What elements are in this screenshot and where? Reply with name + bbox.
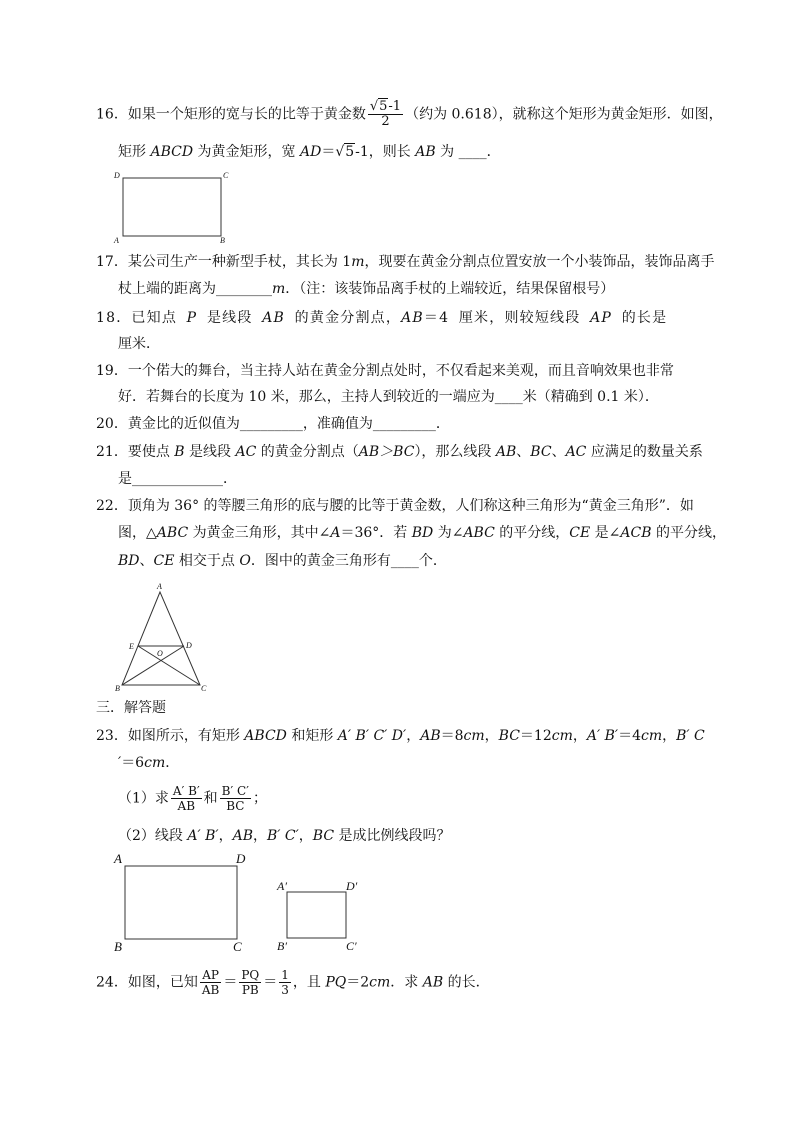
- label-c: C: [233, 939, 242, 954]
- fraction-ap-over-ab: $\frac{AP}{AB}$: [201, 968, 220, 997]
- q17-answer-blank: ________: [216, 281, 272, 297]
- q22-line3: BD、CE 相交于点 O．图中的黄金三角形有____个．: [118, 553, 447, 569]
- label-e: E: [129, 642, 134, 651]
- label-b-prime: B′: [277, 939, 287, 953]
- q18-line1: 18．已知点 P 是线段 AB 的黄金分割点，AB＝4 厘米，则较短线段 AP 的长是: [96, 310, 668, 326]
- q23-line1: 23．如图所示，有矩形 ABCD 和矩形 A′ B′ C′ D′，AB＝8cm，BC＝12cm，A′ B′＝4cm，B′ C: [96, 728, 705, 744]
- q17-line1: 17．某公司生产一种新型手杖，其长为 1m，现要在黄金分割点位置安放一个小装饰品，装饰品离手: [96, 254, 715, 270]
- label-a-prime: A′: [277, 879, 287, 893]
- label-o: O: [157, 649, 163, 658]
- q22-line2: 图，△ABC 为黄金三角形，其中∠A＝36°．若 BD 为∠ABC 的平分线，CE 是∠ACB 的平分线，: [118, 525, 726, 541]
- q23-rectangles-figure: [110, 850, 380, 960]
- q16-line2: 矩形 ABCD 为黄金矩形，宽 AD＝√5-1，则长 AB 为 ____．: [118, 144, 501, 160]
- q16-text2: （约为 0.618），就称这个矩形为黄金矩形．如图，: [405, 106, 723, 123]
- golden-ratio-fraction: $\frac{√5-1}{2}$: [369, 99, 402, 129]
- q20-blank-approx: _________: [239, 416, 303, 432]
- label-d: D: [186, 641, 192, 650]
- q17-line2: 杖上端的距离为________m．（注：该装饰品离手杖的上端较近，结果保留根号）: [118, 281, 615, 297]
- label-d-prime: D′: [346, 879, 358, 893]
- q21-answer-blank: _____________: [132, 471, 223, 487]
- label-c: C: [223, 171, 229, 180]
- q19-line2: 好．若舞台的长度为 10 米，那么，主持人到较近的一端应为____米（精确到 0.1 米）．: [118, 389, 659, 405]
- fraction-pq-over-pb: $\frac{PQ}{PB}$: [241, 968, 260, 997]
- label-b: B: [115, 684, 120, 693]
- q21-line1: 21．要使点 B 是线段 AC 的黄金分割点（AB＞BC），那么线段 AB、BC、AC 应满足的数量关系: [96, 444, 703, 460]
- label-b: B: [114, 939, 122, 954]
- label-b: B: [220, 236, 225, 245]
- q21-line2: 是_____________．: [118, 471, 237, 487]
- q16-golden-rectangle-figure: [110, 168, 240, 248]
- label-c-prime: C′: [346, 939, 357, 953]
- label-d: D: [236, 851, 246, 866]
- label-a: A: [114, 236, 119, 245]
- fraction-one-third: $\frac{1}{3}$: [281, 968, 289, 997]
- label-a: A: [114, 851, 122, 866]
- q20-blank-exact: _________: [372, 416, 436, 432]
- q22-answer-blank: ____: [390, 553, 419, 569]
- label-a: A: [157, 582, 162, 591]
- label-d: D: [114, 171, 120, 180]
- q23-line2: ′＝6cm．: [118, 755, 180, 771]
- q19-answer-blank: ____: [494, 389, 523, 405]
- q23-sub2: （2）线段 A′ B′，AB，B′ C′，BC 是成比例线段吗？: [118, 828, 451, 844]
- q24-line: 24．如图，已知 $\frac{AP}{AB}$ ＝ $\frac{PQ}{PB}$ ＝ $\frac{1}{3}$ ，且 PQ＝2cm．求 AB 的长．: [96, 968, 490, 997]
- q20-line: 20．黄金比的近似值为_________，准确值为_________．: [96, 416, 450, 432]
- q16-number: 16．: [96, 106, 128, 123]
- q16-text1: 如果一个矩形的宽与长的比等于黄金数: [127, 106, 366, 123]
- label-c: C: [201, 684, 207, 693]
- q23-sub1: （1）求 $\frac{A' B'}{AB}$ 和 $\frac{B' C'}{BC}$ ；: [118, 784, 267, 813]
- q16-line1: [96, 100, 723, 129]
- q22-line1: 22．顶角为 36° 的等腰三角形的底与腰的比等于黄金数，人们称这种三角形为“黄金三角形”．如: [96, 498, 694, 514]
- q22-golden-triangle-figure: [110, 582, 215, 692]
- section-title: 三．解答题: [96, 700, 166, 716]
- fraction-bpcp-over-bc: $\frac{B' C'}{BC}$: [221, 784, 249, 813]
- fraction-apbp-over-ab: $\frac{A' B'}{AB}$: [172, 784, 200, 813]
- q18-line2: 厘米．: [118, 336, 160, 352]
- q19-line1: 19．一个偌大的舞台，当主持人站在黄金分割点处时，不仅看起来美观，而且音响效果也非常: [96, 363, 674, 379]
- q16-answer-blank: ____: [458, 144, 487, 160]
